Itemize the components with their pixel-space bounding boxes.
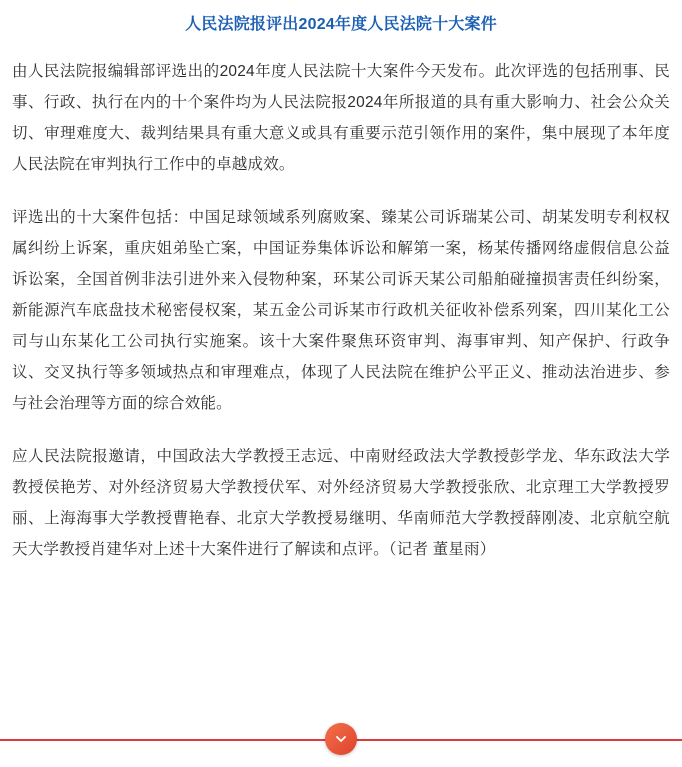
article-paragraph: 评选出的十大案件包括：中国足球领域系列腐败案、臻某公司诉瑞某公司、胡某发明专利权权属纠纷上诉案，重庆姐弟坠亡案，中国证券集体诉讼和解第一案，杨某传播网络虚假信息公益诉讼案，全国首例非法引进外来入侵物种案，环某公司诉天某公司船舶碰撞损害责任纠纷案，新能源汽车底盘技术秘密侵权案，某五金公司诉某市行政机关征收补偿系列案，四川某化工公司与山东某化工公司执行实施案。该十大案件聚焦环资审判、海事审判、知产保护、行政争议、交叉执行等多领域热点和审理难点，体现了人民法院在维护公平正义、推动法治进步、参与社会治理等方面的综合效能。 — [12, 209, 670, 412]
article-paragraph: 应人民法院报邀请，中国政法大学教授王志远、中南财经政法大学教授彭学龙、华东政法大学教授侯艳芳、对外经济贸易大学教授伏军、对外经济贸易大学教授张欣、北京理工大学教授罗丽、上海海事大学教授曹艳春、北京大学教授易继明、华南师范大学教授薛刚凌、北京航空航天大学教授肖建华对上述十大案件进行了解读和点评。（记者 董星雨） — [12, 448, 670, 558]
scroll-down-button[interactable] — [325, 723, 357, 755]
chevron-down-icon — [334, 732, 348, 746]
article-body — [12, 56, 670, 565]
article-page — [0, 8, 682, 767]
article-paragraph: 由人民法院报编辑部评选出的2024年度人民法院十大案件今天发布。此次评选的包括刑事、民事、行政、执行在内的十个案件均为人民法院报2024年所报道的具有重大影响力、社会公众关切、审理难度大、裁判结果具有重大意义或具有重要示范引领作用的案件，集中展现了本年度人民法院在审判执行工作中的卓越成效。 — [12, 63, 670, 173]
page-title: 人民法院报评出2024年度人民法院十大案件 — [185, 16, 497, 33]
